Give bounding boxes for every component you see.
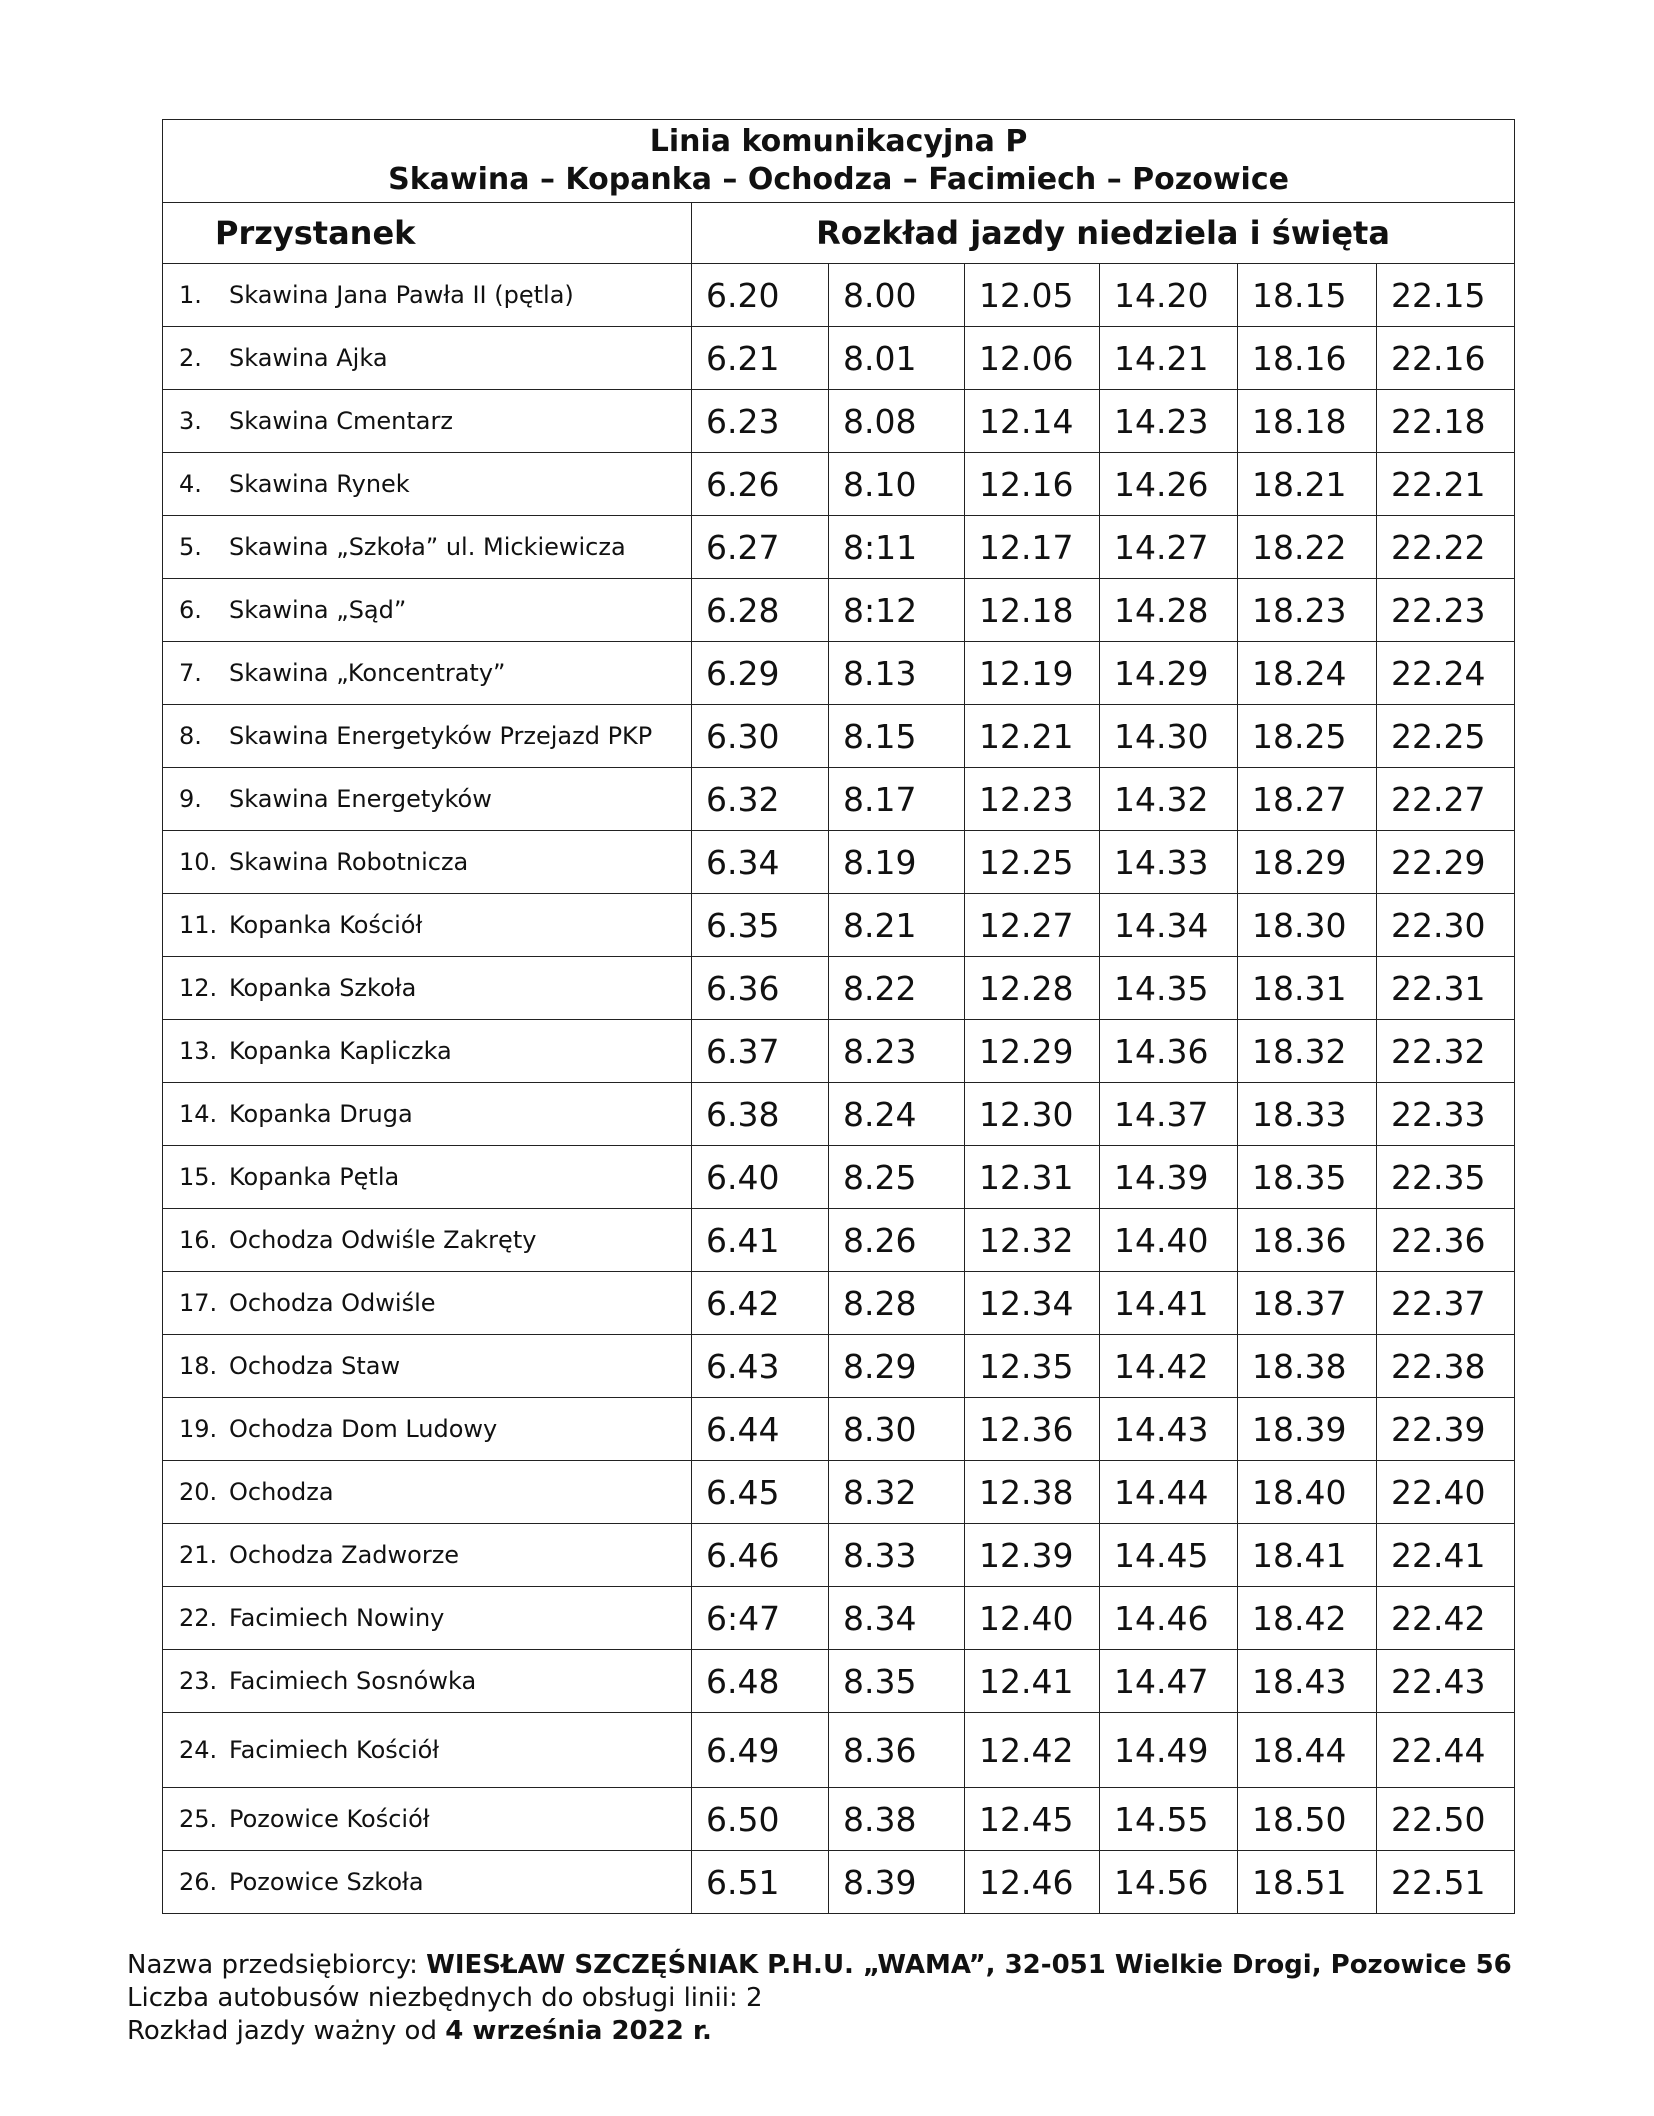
table-row (163, 1788, 1515, 1851)
departure-time: 12.28 (965, 957, 1100, 1020)
departure-time: 12.14 (965, 390, 1100, 453)
stop-cell (163, 1398, 692, 1461)
stop-number: 1. (179, 281, 202, 309)
stop-name: Ochodza Dom Ludowy (229, 1415, 498, 1443)
departure-time: 22.15 (1377, 264, 1515, 327)
departure-time: 6.37 (692, 1020, 829, 1083)
stop-cell (163, 1146, 692, 1209)
stop-name: Facimiech Sosnówka (229, 1667, 477, 1695)
departure-time: 18.24 (1238, 642, 1377, 705)
departure-time: 14.40 (1100, 1209, 1238, 1272)
stop-cell (163, 957, 692, 1020)
table-row (163, 705, 1515, 768)
stop-cell (163, 1461, 692, 1524)
departure-time: 12.19 (965, 642, 1100, 705)
line-title: Linia komunikacyjna P (649, 124, 1028, 159)
stop-number: 4. (179, 470, 202, 498)
departure-time: 6.34 (692, 831, 829, 894)
departure-time: 22.33 (1377, 1083, 1515, 1146)
stop-number: 7. (179, 659, 202, 687)
table-row (163, 768, 1515, 831)
departure-time: 12.42 (965, 1713, 1100, 1788)
stop-cell (163, 768, 692, 831)
stop-number: 23. (179, 1667, 218, 1695)
departure-time: 22.24 (1377, 642, 1515, 705)
stop-cell (163, 1788, 692, 1851)
departure-time: 12.39 (965, 1524, 1100, 1587)
departure-time: 14.47 (1100, 1650, 1238, 1713)
stop-number: 6. (179, 596, 202, 624)
stop-number: 12. (179, 974, 218, 1002)
operator-label: Nazwa przedsiębiorcy: (127, 1950, 418, 1980)
stop-number: 19. (179, 1415, 218, 1443)
departure-time: 18.44 (1238, 1713, 1377, 1788)
departure-time: 8.10 (829, 453, 965, 516)
departure-time: 14.45 (1100, 1524, 1238, 1587)
departure-time: 18.25 (1238, 705, 1377, 768)
departure-time: 14.42 (1100, 1335, 1238, 1398)
departure-time: 18.42 (1238, 1587, 1377, 1650)
stop-cell (163, 1587, 692, 1650)
departure-time: 18.35 (1238, 1146, 1377, 1209)
footer-info (127, 1949, 1607, 2048)
departure-time: 18.36 (1238, 1209, 1377, 1272)
stop-name: Facimiech Nowiny (229, 1604, 445, 1632)
departure-time: 22.39 (1377, 1398, 1515, 1461)
departure-time: 12.16 (965, 453, 1100, 516)
stop-number: 25. (179, 1805, 218, 1833)
departure-time: 14.46 (1100, 1587, 1238, 1650)
stop-cell (163, 1713, 692, 1788)
stop-number: 8. (179, 722, 202, 750)
departure-time: 14.20 (1100, 264, 1238, 327)
departure-time: 14.33 (1100, 831, 1238, 894)
departure-time: 6.43 (692, 1335, 829, 1398)
departure-time: 8:11 (829, 516, 965, 579)
departure-time: 14.36 (1100, 1020, 1238, 1083)
stop-cell (163, 705, 692, 768)
stop-number: 9. (179, 785, 202, 813)
departure-time: 14.37 (1100, 1083, 1238, 1146)
departure-time: 6.49 (692, 1713, 829, 1788)
departure-time: 12.05 (965, 264, 1100, 327)
stop-number: 15. (179, 1163, 218, 1191)
stop-number: 17. (179, 1289, 218, 1317)
stop-cell (163, 894, 692, 957)
departure-time: 6.51 (692, 1851, 829, 1914)
departure-time: 12.36 (965, 1398, 1100, 1461)
timetable (162, 119, 1515, 1914)
stop-name: Ochodza Odwiśle Zakręty (229, 1226, 537, 1254)
stop-name: Skawina Ajka (229, 344, 388, 372)
table-row (163, 1461, 1515, 1524)
table-row (163, 831, 1515, 894)
departure-time: 22.30 (1377, 894, 1515, 957)
departure-time: 6.42 (692, 1272, 829, 1335)
departure-time: 8.13 (829, 642, 965, 705)
departure-time: 18.51 (1238, 1851, 1377, 1914)
departure-time: 22.25 (1377, 705, 1515, 768)
departure-time: 8.33 (829, 1524, 965, 1587)
stop-name: Skawina „Sąd” (229, 596, 407, 624)
stop-cell (163, 831, 692, 894)
table-row (163, 453, 1515, 516)
validity-date: 4 września 2022 r. (445, 2016, 712, 2046)
table-row (163, 1335, 1515, 1398)
table-row (163, 1851, 1515, 1914)
table-row (163, 1146, 1515, 1209)
departure-time: 8.29 (829, 1335, 965, 1398)
departure-time: 22.22 (1377, 516, 1515, 579)
departure-time: 12.41 (965, 1650, 1100, 1713)
stop-cell (163, 264, 692, 327)
departure-time: 14.26 (1100, 453, 1238, 516)
departure-time: 14.44 (1100, 1461, 1238, 1524)
departure-time: 22.27 (1377, 768, 1515, 831)
stop-name: Pozowice Szkoła (229, 1868, 424, 1896)
departure-time: 6.29 (692, 642, 829, 705)
table-row (163, 1020, 1515, 1083)
departure-time: 12.27 (965, 894, 1100, 957)
stop-name: Skawina Energetyków Przejazd PKP (229, 722, 653, 750)
departure-time: 22.42 (1377, 1587, 1515, 1650)
departure-time: 12.21 (965, 705, 1100, 768)
stop-name: Kopanka Kościół (229, 911, 423, 939)
departure-time: 22.32 (1377, 1020, 1515, 1083)
table-row (163, 1209, 1515, 1272)
stop-name: Ochodza (229, 1478, 334, 1506)
departure-time: 8.30 (829, 1398, 965, 1461)
stop-cell (163, 1335, 692, 1398)
departure-time: 12.18 (965, 579, 1100, 642)
departure-time: 22.44 (1377, 1713, 1515, 1788)
departure-time: 8.24 (829, 1083, 965, 1146)
departure-time: 12.31 (965, 1146, 1100, 1209)
departure-time: 6.28 (692, 579, 829, 642)
departure-time: 18.37 (1238, 1272, 1377, 1335)
table-row (163, 390, 1515, 453)
departure-time: 14.55 (1100, 1788, 1238, 1851)
table-row (163, 579, 1515, 642)
departure-time: 8.25 (829, 1146, 965, 1209)
departure-time: 18.38 (1238, 1335, 1377, 1398)
departure-time: 6.46 (692, 1524, 829, 1587)
departure-time: 8.26 (829, 1209, 965, 1272)
departure-time: 6.36 (692, 957, 829, 1020)
departure-time: 14.27 (1100, 516, 1238, 579)
departure-time: 6.40 (692, 1146, 829, 1209)
operator-name: WIESŁAW SZCZĘŚNIAK P.H.U. „WAMA”, 32-051 Wielkie Drogi, Pozowice 56 (426, 1950, 1512, 1980)
departure-time: 8.23 (829, 1020, 965, 1083)
departure-time: 14.56 (1100, 1851, 1238, 1914)
departure-time: 12.23 (965, 768, 1100, 831)
departure-time: 6.23 (692, 390, 829, 453)
departure-time: 12.34 (965, 1272, 1100, 1335)
departure-time: 14.35 (1100, 957, 1238, 1020)
table-row (163, 894, 1515, 957)
departure-time: 6.48 (692, 1650, 829, 1713)
departure-time: 18.41 (1238, 1524, 1377, 1587)
departure-time: 18.30 (1238, 894, 1377, 957)
operator-line (127, 1949, 1607, 1982)
departure-time: 12.32 (965, 1209, 1100, 1272)
departure-time: 6.26 (692, 453, 829, 516)
validity-label: Rozkład jazdy ważny od (127, 2016, 437, 2046)
departure-time: 8.28 (829, 1272, 965, 1335)
departure-time: 14.49 (1100, 1713, 1238, 1788)
stop-name: Skawina Cmentarz (229, 407, 453, 435)
departure-time: 14.23 (1100, 390, 1238, 453)
departure-time: 12.25 (965, 831, 1100, 894)
departure-time: 8.35 (829, 1650, 965, 1713)
departure-time: 18.43 (1238, 1650, 1377, 1713)
departure-time: 18.33 (1238, 1083, 1377, 1146)
validity-line (127, 2015, 1607, 2048)
departure-time: 22.41 (1377, 1524, 1515, 1587)
stop-number: 2. (179, 344, 202, 372)
departure-time: 12.45 (965, 1788, 1100, 1851)
stop-cell (163, 1209, 692, 1272)
departure-time: 6.41 (692, 1209, 829, 1272)
departure-time: 18.15 (1238, 264, 1377, 327)
stop-name: Skawina Rynek (229, 470, 410, 498)
stop-number: 22. (179, 1604, 218, 1632)
table-row (163, 327, 1515, 390)
departure-time: 6.21 (692, 327, 829, 390)
departure-time: 6.38 (692, 1083, 829, 1146)
stop-number: 16. (179, 1226, 218, 1254)
departure-time: 8:12 (829, 579, 965, 642)
departure-time: 8.36 (829, 1713, 965, 1788)
stop-cell (163, 1650, 692, 1713)
stop-cell (163, 327, 692, 390)
departure-time: 12.35 (965, 1335, 1100, 1398)
stop-name: Skawina „Szkoła” ul. Mickiewicza (229, 533, 626, 561)
departure-time: 14.21 (1100, 327, 1238, 390)
table-row (163, 1524, 1515, 1587)
departure-time: 6.32 (692, 768, 829, 831)
table-row (163, 957, 1515, 1020)
departure-time: 18.31 (1238, 957, 1377, 1020)
stop-number: 14. (179, 1100, 218, 1128)
departure-time: 22.29 (1377, 831, 1515, 894)
departure-time: 14.43 (1100, 1398, 1238, 1461)
stop-number: 24. (179, 1736, 218, 1764)
departure-time: 6.45 (692, 1461, 829, 1524)
departure-time: 14.32 (1100, 768, 1238, 831)
departure-time: 22.18 (1377, 390, 1515, 453)
stop-cell (163, 1272, 692, 1335)
stop-cell (163, 390, 692, 453)
departure-time: 8.39 (829, 1851, 965, 1914)
departure-time: 6.27 (692, 516, 829, 579)
departure-time: 22.31 (1377, 957, 1515, 1020)
departure-time: 6.35 (692, 894, 829, 957)
departure-time: 8.21 (829, 894, 965, 957)
departure-time: 22.37 (1377, 1272, 1515, 1335)
stop-cell (163, 1020, 692, 1083)
departure-time: 18.22 (1238, 516, 1377, 579)
departure-time: 12.29 (965, 1020, 1100, 1083)
stop-name: Kopanka Druga (229, 1100, 413, 1128)
departure-time: 6.30 (692, 705, 829, 768)
stop-name: Ochodza Odwiśle (229, 1289, 436, 1317)
column-header-stop: Przystanek (163, 203, 692, 264)
departure-time: 8.17 (829, 768, 965, 831)
stop-number: 13. (179, 1037, 218, 1065)
table-row (163, 1272, 1515, 1335)
departure-time: 8.01 (829, 327, 965, 390)
stop-name: Skawina „Koncentraty” (229, 659, 506, 687)
departure-time: 14.39 (1100, 1146, 1238, 1209)
stop-number: 10. (179, 848, 218, 876)
departure-time: 8.32 (829, 1461, 965, 1524)
departure-time: 12.17 (965, 516, 1100, 579)
table-row (163, 1650, 1515, 1713)
column-header-schedule: Rozkład jazdy niedziela i święta (692, 203, 1515, 264)
table-row (163, 516, 1515, 579)
departure-time: 14.41 (1100, 1272, 1238, 1335)
stop-cell (163, 642, 692, 705)
stop-number: 11. (179, 911, 218, 939)
table-row (163, 264, 1515, 327)
departure-time: 8.00 (829, 264, 965, 327)
stop-number: 21. (179, 1541, 218, 1569)
stop-name: Kopanka Kapliczka (229, 1037, 452, 1065)
departure-time: 12.06 (965, 327, 1100, 390)
stop-name: Skawina Robotnicza (229, 848, 469, 876)
departure-time: 22.36 (1377, 1209, 1515, 1272)
stop-name: Pozowice Kościół (229, 1805, 430, 1833)
departure-time: 18.16 (1238, 327, 1377, 390)
table-row (163, 1398, 1515, 1461)
departure-time: 14.29 (1100, 642, 1238, 705)
departure-time: 18.27 (1238, 768, 1377, 831)
stop-name: Kopanka Pętla (229, 1163, 400, 1191)
departure-time: 22.16 (1377, 327, 1515, 390)
departure-time: 6:47 (692, 1587, 829, 1650)
stop-number: 18. (179, 1352, 218, 1380)
stop-name: Skawina Jana Pawła II (pętla) (229, 281, 574, 309)
stop-name: Skawina Energetyków (229, 785, 492, 813)
stop-name: Facimiech Kościół (229, 1736, 440, 1764)
table-row (163, 1713, 1515, 1788)
departure-time: 8.19 (829, 831, 965, 894)
departure-time: 12.40 (965, 1587, 1100, 1650)
timetable-title (163, 120, 1515, 203)
table-row (163, 1587, 1515, 1650)
departure-time: 12.46 (965, 1851, 1100, 1914)
stop-name: Kopanka Szkoła (229, 974, 417, 1002)
table-row (163, 1083, 1515, 1146)
stop-cell (163, 579, 692, 642)
stop-number: 20. (179, 1478, 218, 1506)
departure-time: 22.43 (1377, 1650, 1515, 1713)
departure-time: 6.44 (692, 1398, 829, 1461)
stop-name: Ochodza Zadworze (229, 1541, 460, 1569)
table-row (163, 642, 1515, 705)
departure-time: 18.50 (1238, 1788, 1377, 1851)
departure-time: 18.29 (1238, 831, 1377, 894)
departure-time: 14.28 (1100, 579, 1238, 642)
departure-time: 8.34 (829, 1587, 965, 1650)
stop-number: 26. (179, 1868, 218, 1896)
departure-time: 8.08 (829, 390, 965, 453)
departure-time: 22.50 (1377, 1788, 1515, 1851)
stop-cell (163, 1851, 692, 1914)
departure-time: 22.40 (1377, 1461, 1515, 1524)
stop-number: 3. (179, 407, 202, 435)
departure-time: 14.34 (1100, 894, 1238, 957)
departure-time: 8.15 (829, 705, 965, 768)
route-title: Skawina – Kopanka – Ochodza – Facimiech – Pozowice (388, 162, 1289, 197)
departure-time: 8.38 (829, 1788, 965, 1851)
departure-time: 22.38 (1377, 1335, 1515, 1398)
departure-time: 12.38 (965, 1461, 1100, 1524)
departure-time: 12.30 (965, 1083, 1100, 1146)
stop-name: Ochodza Staw (229, 1352, 401, 1380)
departure-time: 22.21 (1377, 453, 1515, 516)
departure-time: 18.40 (1238, 1461, 1377, 1524)
stops-table-body (163, 264, 1515, 1914)
stop-cell (163, 1083, 692, 1146)
departure-time: 18.32 (1238, 1020, 1377, 1083)
departure-time: 18.21 (1238, 453, 1377, 516)
buses-count-line: Liczba autobusów niezbędnych do obsługi linii: 2 (127, 1983, 763, 2013)
departure-time: 6.20 (692, 264, 829, 327)
stop-cell (163, 1524, 692, 1587)
departure-time: 14.30 (1100, 705, 1238, 768)
departure-time: 22.35 (1377, 1146, 1515, 1209)
departure-time: 22.23 (1377, 579, 1515, 642)
departure-time: 18.23 (1238, 579, 1377, 642)
departure-time: 18.39 (1238, 1398, 1377, 1461)
departure-time: 22.51 (1377, 1851, 1515, 1914)
stop-cell (163, 453, 692, 516)
departure-time: 6.50 (692, 1788, 829, 1851)
departure-time: 18.18 (1238, 390, 1377, 453)
stop-number: 5. (179, 533, 202, 561)
departure-time: 8.22 (829, 957, 965, 1020)
stop-cell (163, 516, 692, 579)
